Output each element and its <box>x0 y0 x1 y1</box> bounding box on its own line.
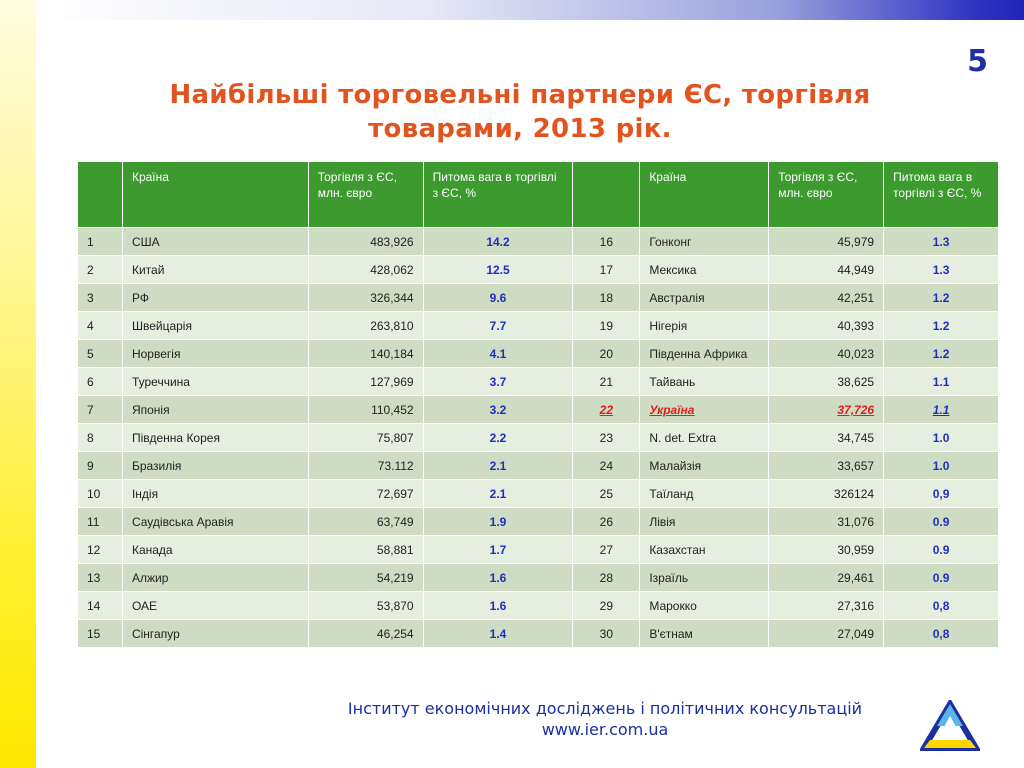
header-rank-right <box>573 162 640 228</box>
cell-rank-left: 14 <box>78 592 123 620</box>
cell-trade-right: 30,959 <box>769 536 884 564</box>
cell-trade-right: 38,625 <box>769 368 884 396</box>
slide-title-line1: Найбільші торговельні партнери ЄС, торгівля <box>169 80 871 110</box>
cell-rank-left: 12 <box>78 536 123 564</box>
cell-rank-left: 11 <box>78 508 123 536</box>
cell-rank-right: 23 <box>573 424 640 452</box>
cell-trade-left: 53,870 <box>308 592 423 620</box>
cell-share-right: 1.2 <box>884 284 999 312</box>
table-row <box>78 620 999 648</box>
table-row <box>78 256 999 284</box>
ier-triangle-logo-icon <box>920 700 980 752</box>
cell-share-left: 2.2 <box>423 424 573 452</box>
header-trade-left: Торгівля з ЄС, млн. євро <box>308 162 423 228</box>
left-decor-bar <box>0 0 36 768</box>
cell-rank-right: 16 <box>573 228 640 256</box>
cell-rank-left: 5 <box>78 340 123 368</box>
cell-share-right: 1.3 <box>884 256 999 284</box>
cell-share-right: 0,9 <box>884 480 999 508</box>
cell-share-left: 4.1 <box>423 340 573 368</box>
cell-rank-right: 25 <box>573 480 640 508</box>
table-row <box>78 592 999 620</box>
cell-trade-right: 29,461 <box>769 564 884 592</box>
table-row <box>78 480 999 508</box>
cell-rank-right: 28 <box>573 564 640 592</box>
cell-rank-left: 9 <box>78 452 123 480</box>
header-country-right: Країна <box>640 162 769 228</box>
cell-country-left: Норвегія <box>122 340 308 368</box>
cell-share-left: 3.2 <box>423 396 573 424</box>
cell-country-right: В'єтнам <box>640 620 769 648</box>
header-share-right: Питома вага в торгівлі з ЄС, % <box>884 162 999 228</box>
cell-country-left: Туреччина <box>122 368 308 396</box>
cell-rank-right: 27 <box>573 536 640 564</box>
cell-country-right: Південна Африка <box>640 340 769 368</box>
cell-country-left: Китай <box>122 256 308 284</box>
cell-country-left: США <box>122 228 308 256</box>
cell-share-right: 1.2 <box>884 340 999 368</box>
cell-trade-left: 63,749 <box>308 508 423 536</box>
table-row <box>78 284 999 312</box>
cell-rank-right: 26 <box>573 508 640 536</box>
cell-share-left: 14.2 <box>423 228 573 256</box>
cell-country-right: Малайзія <box>640 452 769 480</box>
cell-trade-right: 34,745 <box>769 424 884 452</box>
cell-rank-left: 15 <box>78 620 123 648</box>
cell-country-right: Нігерія <box>640 312 769 340</box>
cell-share-right: 0.9 <box>884 564 999 592</box>
cell-trade-right: 44,949 <box>769 256 884 284</box>
cell-share-left: 1.7 <box>423 536 573 564</box>
cell-trade-left: 140,184 <box>308 340 423 368</box>
cell-country-right: Таїланд <box>640 480 769 508</box>
cell-share-right: 1.1 <box>884 368 999 396</box>
cell-rank-left: 7 <box>78 396 123 424</box>
cell-trade-left: 58,881 <box>308 536 423 564</box>
slide-title <box>80 78 960 146</box>
cell-share-right: 0,8 <box>884 620 999 648</box>
cell-country-left: Бразилія <box>122 452 308 480</box>
cell-rank-left: 8 <box>78 424 123 452</box>
cell-country-left: ОАЕ <box>122 592 308 620</box>
cell-trade-right: 40,393 <box>769 312 884 340</box>
table-row <box>78 508 999 536</box>
cell-trade-left: 73.112 <box>308 452 423 480</box>
cell-trade-left: 75,807 <box>308 424 423 452</box>
cell-trade-left: 263,810 <box>308 312 423 340</box>
cell-trade-left: 46,254 <box>308 620 423 648</box>
cell-share-left: 2.1 <box>423 480 573 508</box>
table-row <box>78 228 999 256</box>
table-row <box>78 536 999 564</box>
cell-country-left: Японія <box>122 396 308 424</box>
top-decor-bar <box>36 0 1024 20</box>
cell-rank-right: 29 <box>573 592 640 620</box>
cell-trade-right: 33,657 <box>769 452 884 480</box>
table-body <box>78 228 999 648</box>
cell-country-right: Казахстан <box>640 536 769 564</box>
cell-trade-left: 54,219 <box>308 564 423 592</box>
cell-rank-left: 3 <box>78 284 123 312</box>
cell-country-left: Індія <box>122 480 308 508</box>
cell-country-right: N. det. Extra <box>640 424 769 452</box>
cell-trade-right: 27,049 <box>769 620 884 648</box>
cell-trade-right: 42,251 <box>769 284 884 312</box>
header-rank-left <box>78 162 123 228</box>
cell-country-left: Саудівська Аравія <box>122 508 308 536</box>
cell-share-left: 9.6 <box>423 284 573 312</box>
cell-trade-right: 40,023 <box>769 340 884 368</box>
cell-trade-right: 45,979 <box>769 228 884 256</box>
header-share-left: Питома вага в торгівлі з ЄС, % <box>423 162 573 228</box>
cell-rank-right: 17 <box>573 256 640 284</box>
cell-trade-left: 326,344 <box>308 284 423 312</box>
cell-rank-right: 18 <box>573 284 640 312</box>
header-country-left: Країна <box>122 162 308 228</box>
cell-country-right: Ізраїль <box>640 564 769 592</box>
table-row <box>78 340 999 368</box>
cell-share-left: 12.5 <box>423 256 573 284</box>
cell-rank-left: 13 <box>78 564 123 592</box>
cell-rank-right: 24 <box>573 452 640 480</box>
cell-trade-left: 110,452 <box>308 396 423 424</box>
table-row <box>78 564 999 592</box>
header-trade-right: Торгівля з ЄС, млн. євро <box>769 162 884 228</box>
cell-share-right: 1.3 <box>884 228 999 256</box>
cell-trade-left: 483,926 <box>308 228 423 256</box>
cell-share-left: 1.4 <box>423 620 573 648</box>
cell-share-left: 1.6 <box>423 564 573 592</box>
cell-country-left: Алжир <box>122 564 308 592</box>
cell-country-left: Канада <box>122 536 308 564</box>
cell-rank-right: 30 <box>573 620 640 648</box>
cell-share-left: 3.7 <box>423 368 573 396</box>
table-row <box>78 368 999 396</box>
cell-share-left: 1.6 <box>423 592 573 620</box>
cell-trade-left: 428,062 <box>308 256 423 284</box>
cell-rank-left: 4 <box>78 312 123 340</box>
cell-share-left: 1.9 <box>423 508 573 536</box>
cell-share-left: 7.7 <box>423 312 573 340</box>
cell-share-right: 1.0 <box>884 424 999 452</box>
cell-country-right: Мексика <box>640 256 769 284</box>
cell-share-right: 1.2 <box>884 312 999 340</box>
trade-partners-table <box>77 161 999 648</box>
footer-website: www.ier.com.ua <box>541 720 669 739</box>
cell-trade-right: 37,726 <box>769 396 884 424</box>
cell-share-left: 2.1 <box>423 452 573 480</box>
cell-share-right: 0,8 <box>884 592 999 620</box>
cell-country-right: Лівія <box>640 508 769 536</box>
cell-rank-left: 1 <box>78 228 123 256</box>
slide-number: 5 <box>967 44 988 79</box>
cell-trade-left: 127,969 <box>308 368 423 396</box>
table-header-row <box>78 162 999 228</box>
table-row <box>78 312 999 340</box>
cell-country-left: Південна Корея <box>122 424 308 452</box>
cell-share-right: 1.1 <box>884 396 999 424</box>
table-row <box>78 452 999 480</box>
cell-rank-right: 19 <box>573 312 640 340</box>
cell-trade-right: 326124 <box>769 480 884 508</box>
cell-rank-left: 2 <box>78 256 123 284</box>
cell-country-right: Тайвань <box>640 368 769 396</box>
cell-trade-right: 31,076 <box>769 508 884 536</box>
slide-title-line2: товарами, 2013 рік. <box>368 114 672 144</box>
cell-country-right: Україна <box>640 396 769 424</box>
cell-rank-right: 21 <box>573 368 640 396</box>
cell-country-left: РФ <box>122 284 308 312</box>
cell-country-left: Швейцарія <box>122 312 308 340</box>
cell-country-right: Марокко <box>640 592 769 620</box>
footer-institute-name: Інститут економічних досліджень і політичних консультацій <box>347 699 863 718</box>
cell-country-right: Австралія <box>640 284 769 312</box>
table-row <box>78 424 999 452</box>
cell-country-left: Сінгапур <box>122 620 308 648</box>
cell-rank-right: 22 <box>573 396 640 424</box>
cell-rank-left: 10 <box>78 480 123 508</box>
cell-share-right: 1.0 <box>884 452 999 480</box>
footer <box>290 698 920 740</box>
cell-rank-left: 6 <box>78 368 123 396</box>
cell-rank-right: 20 <box>573 340 640 368</box>
cell-share-right: 0.9 <box>884 508 999 536</box>
table-row <box>78 396 999 424</box>
cell-trade-left: 72,697 <box>308 480 423 508</box>
cell-share-right: 0.9 <box>884 536 999 564</box>
cell-trade-right: 27,316 <box>769 592 884 620</box>
cell-country-right: Гонконг <box>640 228 769 256</box>
